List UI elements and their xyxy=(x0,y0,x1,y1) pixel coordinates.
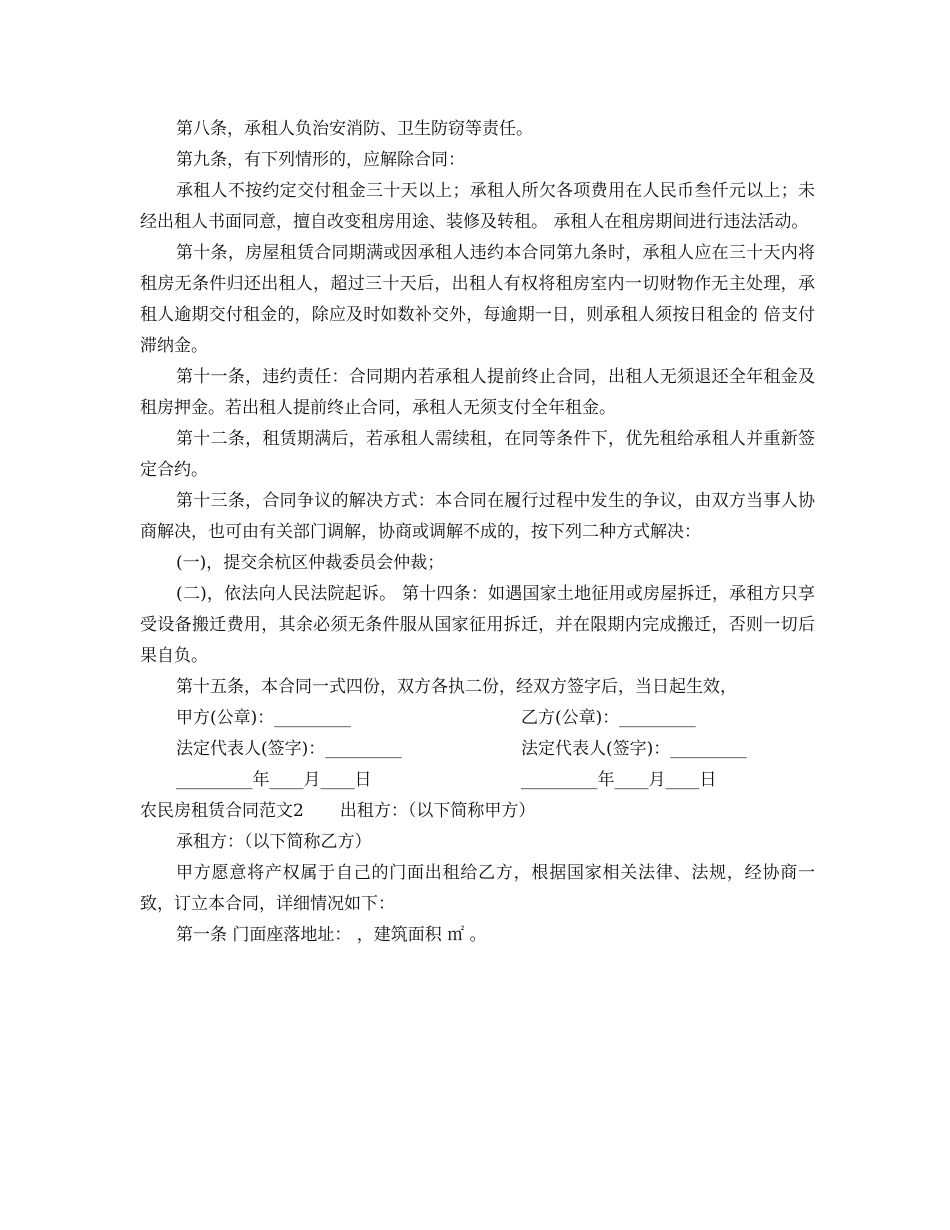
document-body xyxy=(140,114,815,951)
party-a-representative: 法定代表人(签字)：_________ xyxy=(176,739,402,759)
party-b-representative: 法定代表人(签字)：_________ xyxy=(521,739,747,759)
second-contract-article-1: 第一条 门面座落地址： ，建筑面积 ㎡ 。 xyxy=(176,925,487,945)
second-contract-heading-line xyxy=(140,796,815,827)
article-12: 第十二条，租赁期满后，若承租人需续租，在同等条件下，优先租给承租人并重新签定合约。 xyxy=(140,429,815,480)
party-a-date: _________年____月____日 xyxy=(176,770,372,790)
article-10: 第十条，房屋租赁合同期满或因承租人违约本合同第九条时，承租人应在三十天内将租房无条件归还出租人，超过三十天后，出租人有权将租房室内一切财物作无主处理，承租人逾期交付租金的，除应及时如数补交外，每逾期一日，则承租人须按日租金的 倍支付滞纳金。 xyxy=(140,243,815,356)
article-15: 第十五条，本合同一式四份，双方各执二份，经双方签字后，当日起生效， xyxy=(176,677,737,697)
article-8: 第八条，承租人负治安消防、卫生防窃等责任。 xyxy=(176,119,533,139)
lessor-line: 出租方：（以下简称甲方） xyxy=(339,801,536,821)
article-13: 第十三条，合同争议的解决方式：本合同在履行过程中发生的争议，由双方当事人协商解决，也可由有关部门调解，协商或调解不成的，按下列二种方式解决： xyxy=(140,491,815,542)
signature-seal-row xyxy=(140,703,815,734)
party-b-seal: 乙方(公章)：_________ xyxy=(521,708,696,728)
article-9: 第九条，有下列情形的，应解除合同： xyxy=(176,150,465,170)
party-b-date: _________年____月____日 xyxy=(521,770,717,790)
second-contract-title: 农民房租赁合同范文2 xyxy=(140,801,304,821)
party-a-seal: 甲方(公章)：_________ xyxy=(176,708,351,728)
signature-date-row xyxy=(140,765,815,796)
signature-rep-row xyxy=(140,734,815,765)
article-13-option-1: (一)，提交余杭区仲裁委员会仲裁； xyxy=(176,553,445,573)
second-contract-intro: 甲方愿意将产权属于自己的门面出租给乙方，根据国家相关法律、法规，经协商一致，订立本合同，详细情况如下： xyxy=(140,863,815,914)
lessee-line: 承租方：（以下简称乙方） xyxy=(176,832,372,852)
article-9-conditions: 承租人不按约定交付租金三十天以上；承租人所欠各项费用在人民币叁仟元以上；未经出租人书面同意，擅自改变租房用途、装修及转租。 承租人在租房期间进行违法活动。 xyxy=(140,181,815,232)
article-11: 第十一条，违约责任：合同期内若承租人提前终止合同，出租人无须退还全年租金及租房押金。若出租人提前终止合同，承租人无须支付全年租金。 xyxy=(140,367,815,418)
article-13-option-2: (二)，依法向人民法院起诉。 第十四条：如遇国家土地征用或房屋拆迁，承租方只享受设备搬迁费用，其余必须无条件服从国家征用拆迁，并在限期内完成搬迁，否则一切后果自负。 xyxy=(140,584,815,666)
